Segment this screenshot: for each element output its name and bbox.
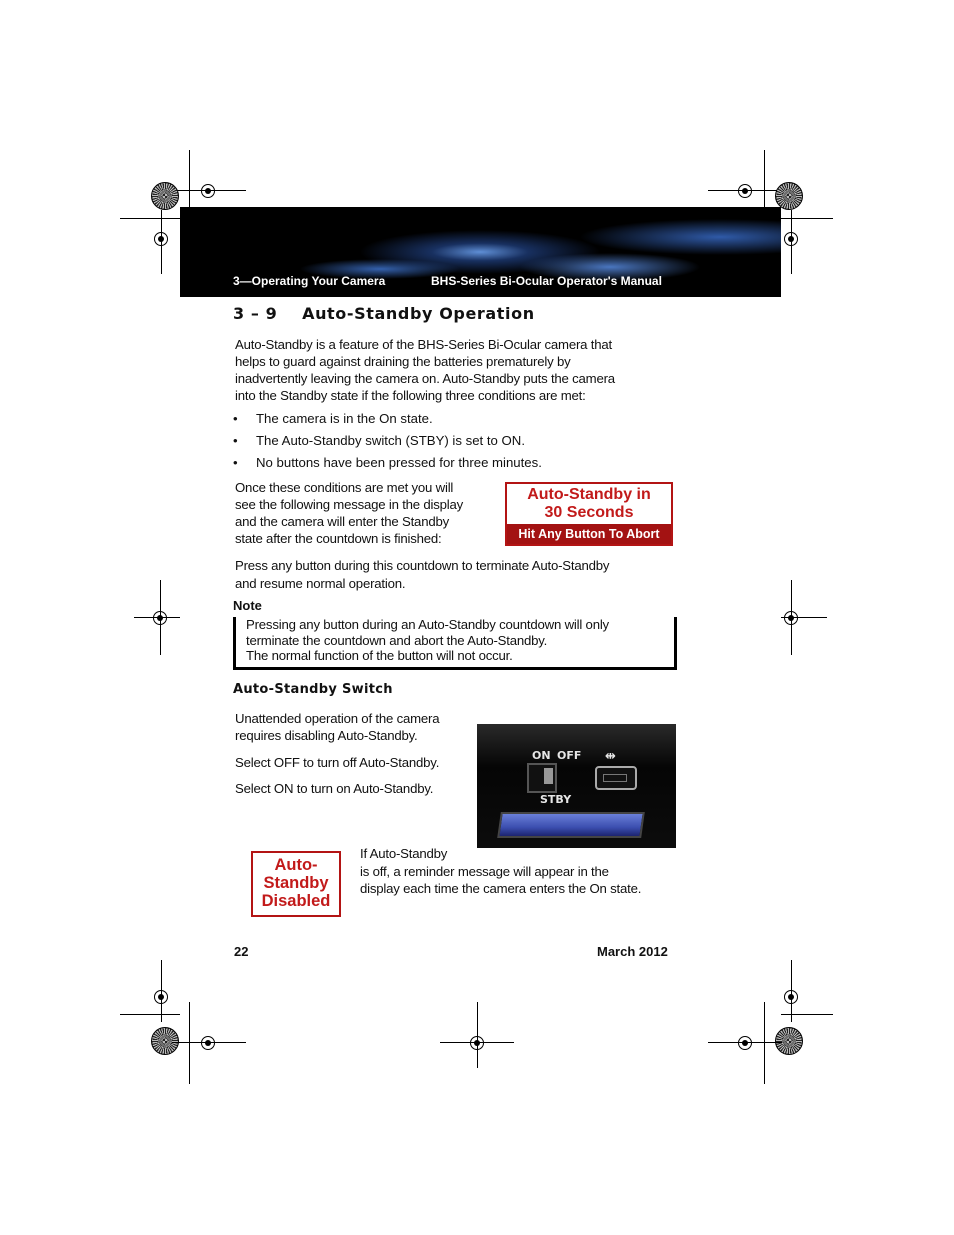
intro-line: inadvertently leaving the camera on. Auto-Standby puts the camera	[235, 371, 615, 386]
conditions-line: see the following message in the display	[235, 497, 464, 512]
subsection-title: Auto-Standby Switch	[233, 682, 393, 697]
disabled-line2: Standby	[263, 874, 329, 892]
header-manual-title: BHS-Series Bi-Ocular Operator's Manual	[431, 274, 662, 288]
conditions-line: state after the countdown is finished:	[235, 531, 442, 546]
disabled-line3: Disabled	[261, 892, 331, 910]
disabled-message-text	[253, 856, 339, 910]
countdown-message-text	[507, 486, 671, 522]
unattended-line: Unattended operation of the camera	[235, 711, 440, 726]
list-item: • The camera is in the On state.	[233, 411, 433, 426]
countdown-display-message	[505, 482, 673, 546]
page-header-banner	[180, 207, 781, 297]
conditions-line: and the camera will enter the Standby	[235, 514, 449, 529]
list-item: • The Auto-Standby switch (STBY) is set to ON.	[233, 433, 525, 448]
countdown-line2: 30 Seconds	[544, 504, 634, 521]
select-on-text: Select ON to turn on Auto-Standby.	[235, 781, 434, 796]
note-text	[246, 617, 609, 664]
countdown-line1: Auto-Standby in	[527, 486, 651, 503]
list-item-text: The camera is in the On state.	[256, 411, 433, 426]
select-off-text: Select OFF to turn off Auto-Standby.	[235, 755, 440, 770]
auto-standby-disabled-message	[251, 851, 341, 917]
intro-line: helps to guard against draining the batteries prematurely by	[235, 354, 571, 369]
if-off-line: If Auto-Standby	[360, 846, 448, 861]
photo-label-on: ON	[532, 749, 551, 762]
section-title: 3 – 9 Auto-Standby Operation	[233, 304, 535, 323]
footer-date: March 2012	[597, 944, 668, 959]
camera-switch-photo	[477, 724, 676, 848]
disabled-line1: Auto-	[274, 856, 318, 874]
intro-paragraph	[235, 336, 615, 404]
if-off-line: is off, a reminder message will appear in the	[360, 863, 609, 879]
note-label: Note	[233, 598, 262, 613]
photo-label-stby: STBY	[540, 793, 572, 806]
usb-port-image	[595, 766, 637, 790]
list-item-text: The Auto-Standby switch (STBY) is set to ON.	[256, 433, 525, 448]
press-paragraph	[235, 557, 609, 593]
conditions-line: Once these conditions are met you will	[235, 480, 454, 495]
memory-card-image	[497, 812, 645, 838]
if-off-line: display each time the camera enters the On state.	[360, 881, 642, 896]
press-line: Press any button during this countdown to terminate Auto-Standby	[235, 558, 610, 573]
note-line: Pressing any button during an Auto-Standby countdown will only	[246, 617, 609, 632]
photo-label-off: OFF	[557, 749, 582, 762]
header-chapter: 3—Operating Your Camera	[233, 274, 386, 288]
stby-switch-image	[527, 763, 557, 793]
unattended-line: requires disabling Auto-Standby.	[235, 728, 418, 743]
unattended-paragraph	[235, 710, 439, 744]
note-line: terminate the countdown and abort the Auto-Standby.	[246, 632, 548, 648]
intro-line: into the Standby state if the following three conditions are met:	[235, 388, 586, 403]
conditions-paragraph	[235, 479, 463, 547]
list-item: • No buttons have been pressed for three minutes.	[233, 455, 542, 470]
abort-hint-bar: Hit Any Button To Abort	[507, 524, 671, 544]
note-box	[233, 617, 677, 670]
intro-line: Auto-Standby is a feature of the BHS-Series Bi-Ocular camera that	[235, 337, 612, 352]
usb-icon: ⇹	[605, 749, 616, 764]
page-number: 22	[234, 944, 249, 959]
if-off-paragraph	[360, 845, 641, 898]
press-line: and resume normal operation.	[235, 576, 406, 591]
list-item-text: No buttons have been pressed for three minutes.	[256, 455, 542, 470]
note-line: The normal function of the button will not occur.	[246, 648, 513, 663]
